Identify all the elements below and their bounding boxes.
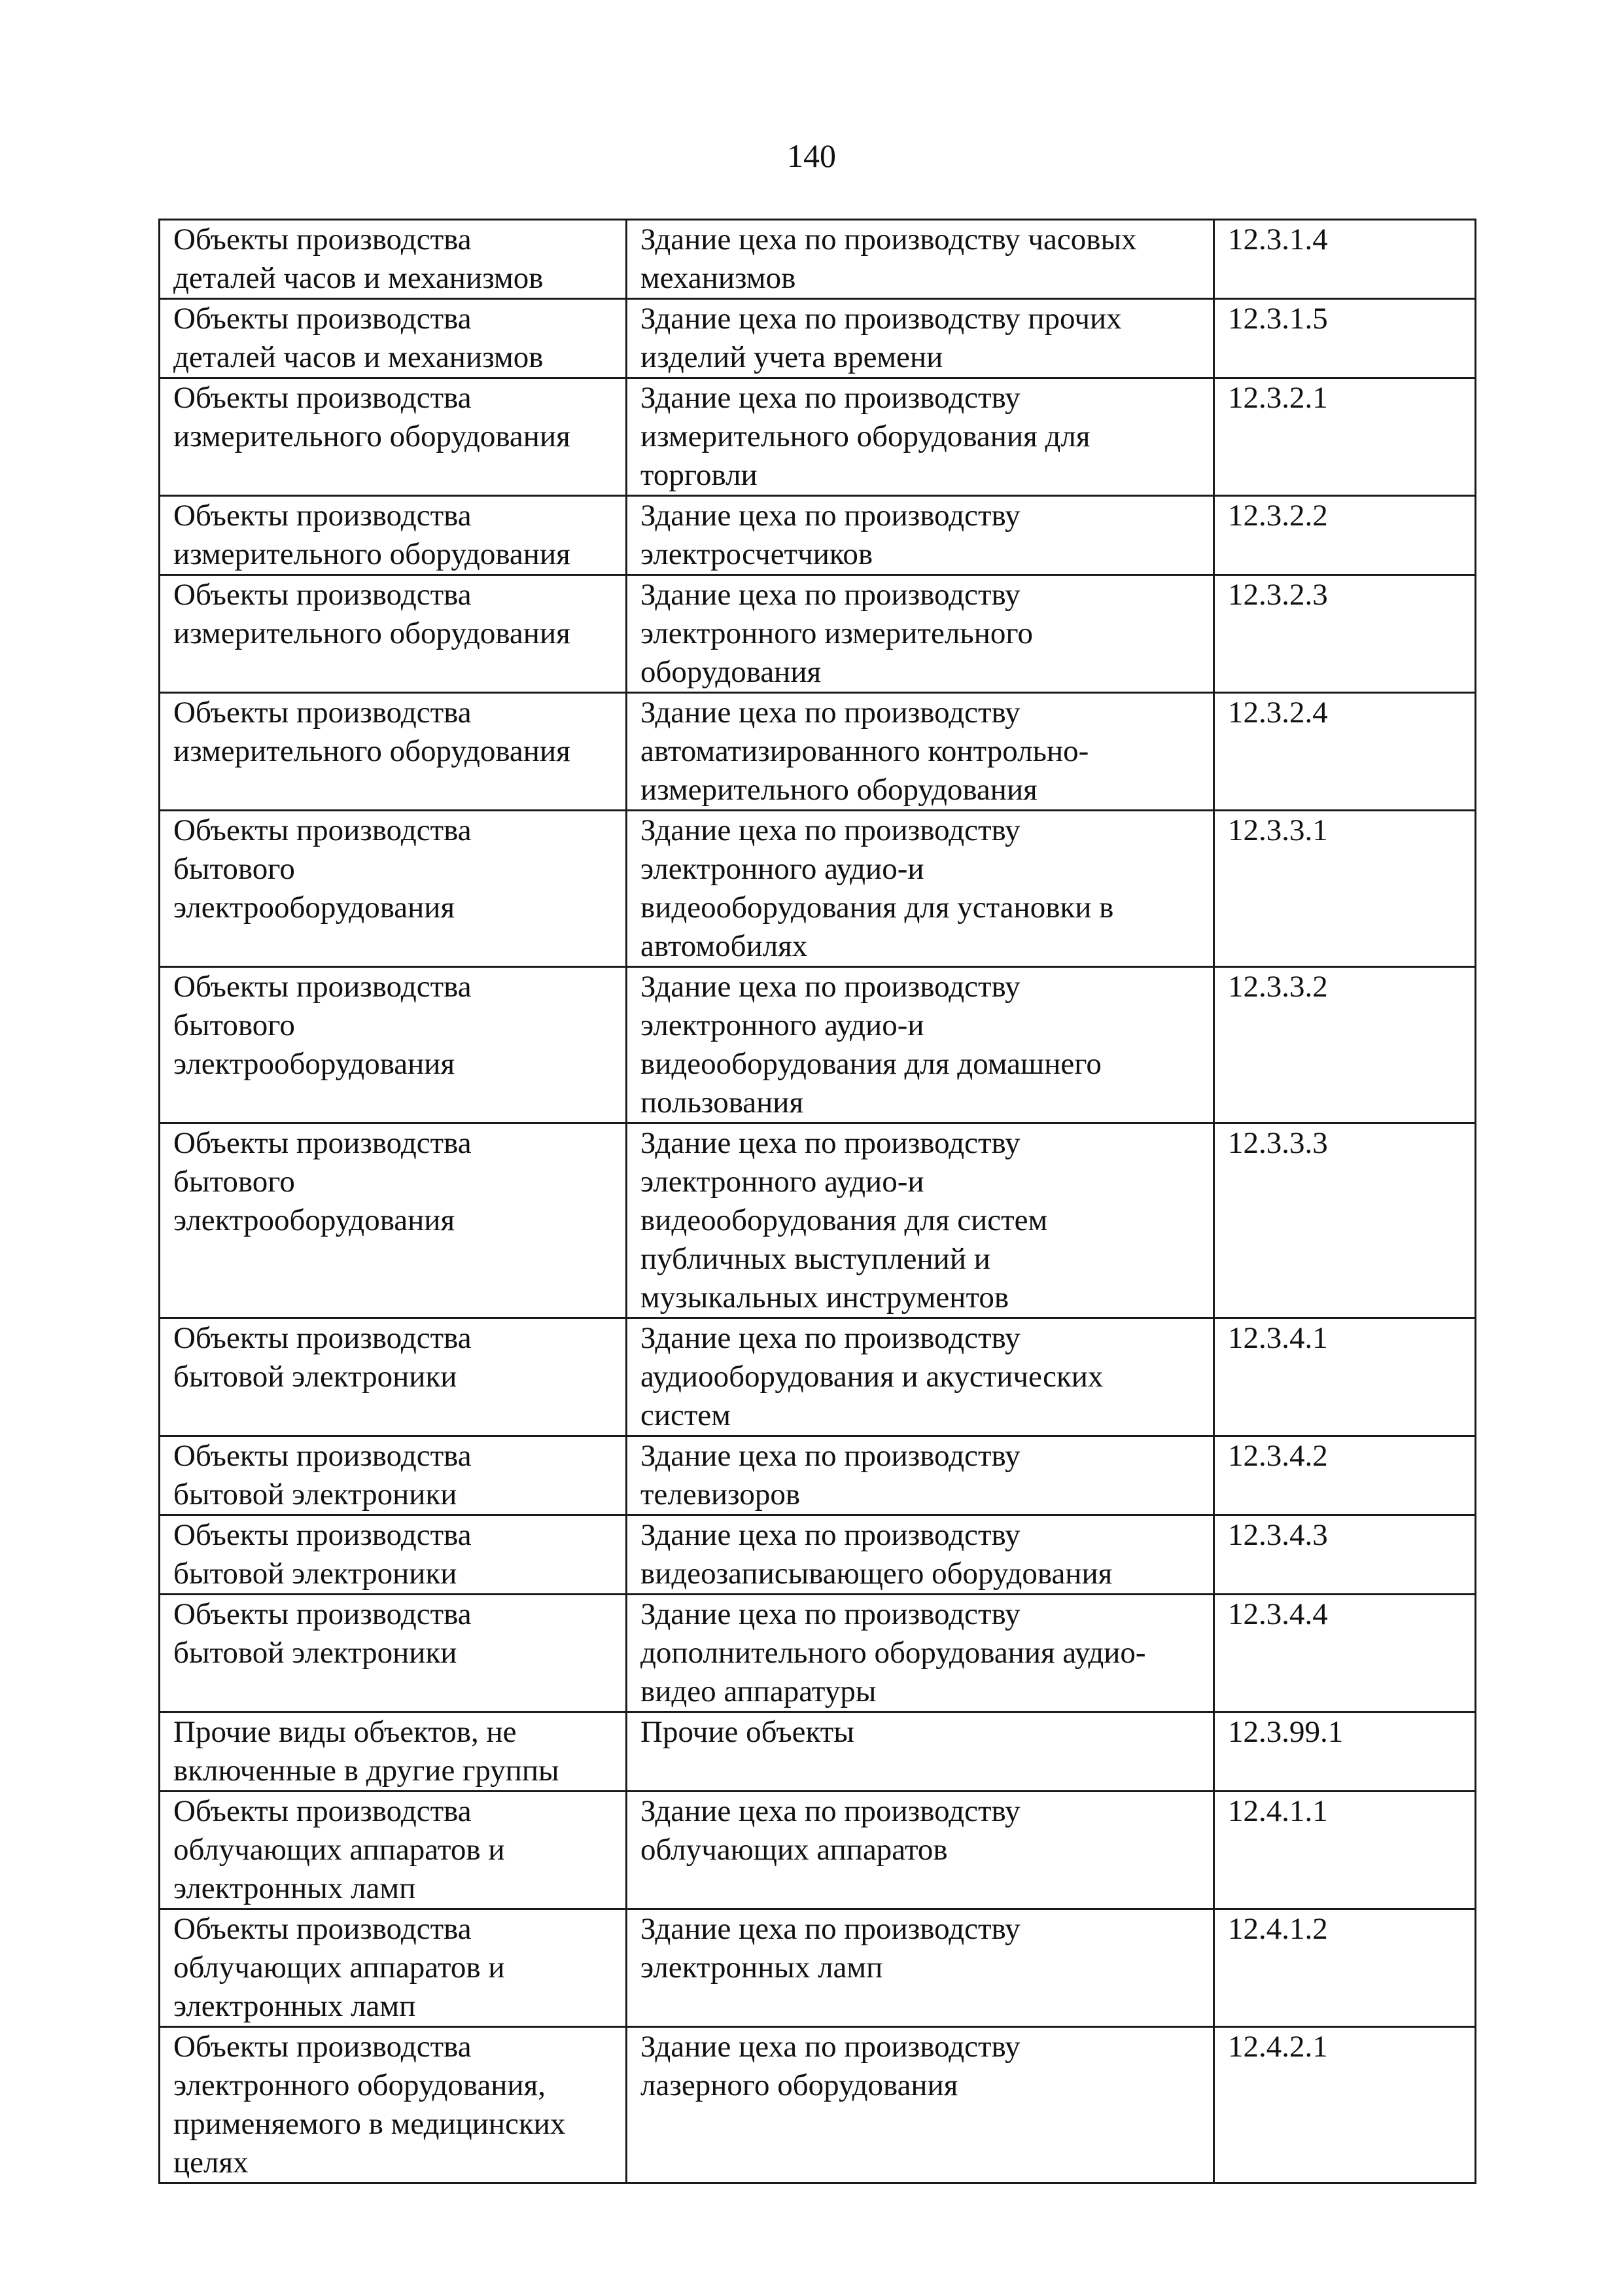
object-cell: Здание цеха по производству электронного аудио-и видеооборудования для домашнего пользования — [627, 967, 1214, 1123]
code-cell: 12.3.99.1 — [1214, 1712, 1476, 1792]
code-cell: 12.4.1.1 — [1214, 1792, 1476, 1909]
category-cell: Объекты производства измерительного оборудования — [160, 378, 627, 496]
table-row — [160, 1515, 1476, 1595]
code-cell: 12.3.1.4 — [1214, 220, 1476, 299]
table-row — [160, 967, 1476, 1123]
object-cell: Здание цеха по производству электронных ламп — [627, 1909, 1214, 2027]
code-cell: 12.3.4.2 — [1214, 1436, 1476, 1515]
page-number: 140 — [787, 137, 836, 174]
code-cell: 12.3.2.4 — [1214, 693, 1476, 811]
object-cell: Здание цеха по производству облучающих аппаратов — [627, 1792, 1214, 1909]
table-row — [160, 378, 1476, 496]
object-cell: Здание цеха по производству электронного аудио-и видеооборудования для установки в автомобилях — [627, 811, 1214, 967]
category-cell: Объекты производства облучающих аппаратов и электронных ламп — [160, 1909, 627, 2027]
code-cell: 12.3.2.1 — [1214, 378, 1476, 496]
category-cell: Объекты производства бытовой электроники — [160, 1436, 627, 1515]
table-row — [160, 1792, 1476, 1909]
object-cell: Здание цеха по производству прочих изделий учета времени — [627, 299, 1214, 378]
category-cell: Объекты производства измерительного оборудования — [160, 575, 627, 693]
object-cell: Здание цеха по производству автоматизированного контрольно- измерительного оборудования — [627, 693, 1214, 811]
object-cell: Здание цеха по производству телевизоров — [627, 1436, 1214, 1515]
object-cell: Здание цеха по производству электросчетчиков — [627, 496, 1214, 575]
table-row — [160, 299, 1476, 378]
table-row — [160, 1909, 1476, 2027]
category-cell: Объекты производства облучающих аппаратов и электронных ламп — [160, 1792, 627, 1909]
object-cell: Здание цеха по производству лазерного оборудования — [627, 2027, 1214, 2183]
category-cell: Объекты производства измерительного оборудования — [160, 496, 627, 575]
code-cell: 12.3.2.2 — [1214, 496, 1476, 575]
object-cell: Здание цеха по производству измерительного оборудования для торговли — [627, 378, 1214, 496]
table-row — [160, 693, 1476, 811]
category-cell: Объекты производства измерительного оборудования — [160, 693, 627, 811]
table-row — [160, 1436, 1476, 1515]
code-cell: 12.4.2.1 — [1214, 2027, 1476, 2183]
code-cell: 12.4.1.2 — [1214, 1909, 1476, 2027]
category-cell: Прочие виды объектов, не включенные в другие группы — [160, 1712, 627, 1792]
code-cell: 12.3.3.2 — [1214, 967, 1476, 1123]
table-row — [160, 1318, 1476, 1436]
object-cell: Здание цеха по производству аудиооборудования и акустических систем — [627, 1318, 1214, 1436]
object-cell: Здание цеха по производству видеозаписывающего оборудования — [627, 1515, 1214, 1595]
code-cell: 12.3.4.4 — [1214, 1595, 1476, 1712]
object-cell: Здание цеха по производству электронного аудио-и видеооборудования для систем публичных выступлений и музыкальных инструментов — [627, 1123, 1214, 1318]
category-cell: Объекты производства бытовой электроники — [160, 1318, 627, 1436]
object-cell: Здание цеха по производству часовых механизмов — [627, 220, 1214, 299]
category-cell: Объекты производства бытовой электроники — [160, 1595, 627, 1712]
table-row — [160, 575, 1476, 693]
table-row — [160, 811, 1476, 967]
category-cell: Объекты производства электронного оборудования, применяемого в медицинских целях — [160, 2027, 627, 2183]
table-row — [160, 1123, 1476, 1318]
category-cell: Объекты производства бытовой электроники — [160, 1515, 627, 1595]
objects-table — [158, 219, 1476, 2184]
category-cell: Объекты производства бытового электрооборудования — [160, 1123, 627, 1318]
category-cell: Объекты производства бытового электрооборудования — [160, 967, 627, 1123]
object-cell: Здание цеха по производству электронного измерительного оборудования — [627, 575, 1214, 693]
code-cell: 12.3.4.3 — [1214, 1515, 1476, 1595]
code-cell: 12.3.1.5 — [1214, 299, 1476, 378]
table-row — [160, 1595, 1476, 1712]
code-cell: 12.3.3.1 — [1214, 811, 1476, 967]
code-cell: 12.3.4.1 — [1214, 1318, 1476, 1436]
category-cell: Объекты производства деталей часов и механизмов — [160, 220, 627, 299]
category-cell: Объекты производства деталей часов и механизмов — [160, 299, 627, 378]
object-cell: Здание цеха по производству дополнительного оборудования аудио- видео аппаратуры — [627, 1595, 1214, 1712]
code-cell: 12.3.2.3 — [1214, 575, 1476, 693]
category-cell: Объекты производства бытового электрооборудования — [160, 811, 627, 967]
code-cell: 12.3.3.3 — [1214, 1123, 1476, 1318]
table-row — [160, 1712, 1476, 1792]
table-row — [160, 220, 1476, 299]
object-cell: Прочие объекты — [627, 1712, 1214, 1792]
table-row — [160, 2027, 1476, 2183]
table-row — [160, 496, 1476, 575]
